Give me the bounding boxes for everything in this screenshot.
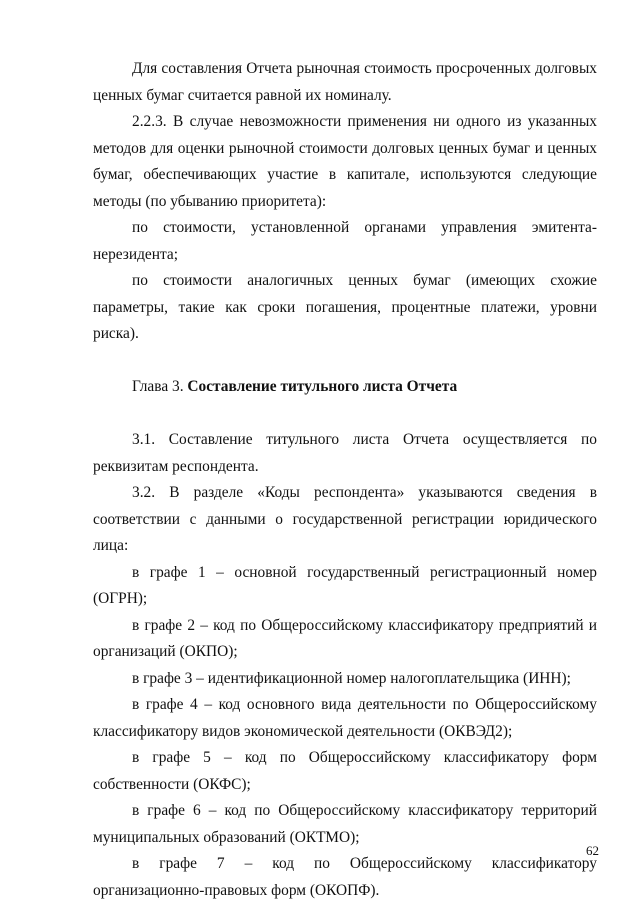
paragraph-3-2: 3.2. В разделе «Коды респондента» указываются сведения в соответствии с данными о государственной регистрации юридического лица: bbox=[93, 484, 597, 554]
paragraph-nominal-value: Для составления Отчета рыночная стоимость просроченных долговых ценных бумаг считается равной их номиналу. bbox=[93, 60, 597, 104]
chapter-prefix: Глава 3. bbox=[132, 378, 188, 395]
spacer bbox=[93, 401, 597, 428]
list-item-column-1: в графе 1 – основной государственный регистрационный номер (ОГРН); bbox=[93, 563, 597, 607]
list-item-column-2: в графе 2 – код по Общероссийскому классификатору предприятий и организаций (ОКПО); bbox=[93, 616, 597, 660]
page-number: 62 bbox=[586, 843, 599, 858]
paragraph-2-2-3: 2.2.3. В случае невозможности применения ни одного из указанных методов для оценки рыночной стоимости долговых ценных бумаг и ценных бумаг, обеспечивающих участие в капитале, используются следующие методы (по убыванию приоритета): bbox=[93, 113, 597, 210]
paragraph-method-issuer: по стоимости, установленной органами управления эмитента-нерезидента; bbox=[93, 219, 597, 263]
chapter-heading bbox=[93, 374, 597, 401]
list-item-column-7: в графе 7 – код по Общероссийскому классификатору организационно-правовых форм (ОКОПФ). bbox=[93, 855, 597, 899]
list-item-column-3: в графе 3 – идентификационной номер налогоплательщика (ИНН); bbox=[132, 669, 571, 687]
spacer bbox=[93, 348, 597, 375]
chapter-title: Составление титульного листа Отчета bbox=[187, 378, 458, 395]
document-body bbox=[93, 56, 597, 904]
list-item-column-5: в графе 5 – код по Общероссийскому классификатору форм собственности (ОКФС); bbox=[93, 749, 597, 793]
list-item-column-4: в графе 4 – код основного вида деятельности по Общероссийскому классификатору видов экономической деятельности (ОКВЭД2); bbox=[93, 696, 597, 740]
paragraph-3-1: 3.1. Составление титульного листа Отчета осуществляется по реквизитам респондента. bbox=[93, 431, 597, 475]
paragraph-method-similar: по стоимости аналогичных ценных бумаг (имеющих схожие параметры, такие как сроки погашения, процентные платежи, уровни риска). bbox=[93, 272, 597, 342]
list-item-column-6: в графе 6 – код по Общероссийскому классификатору территорий муниципальных образований (ОКТМО); bbox=[93, 802, 597, 846]
